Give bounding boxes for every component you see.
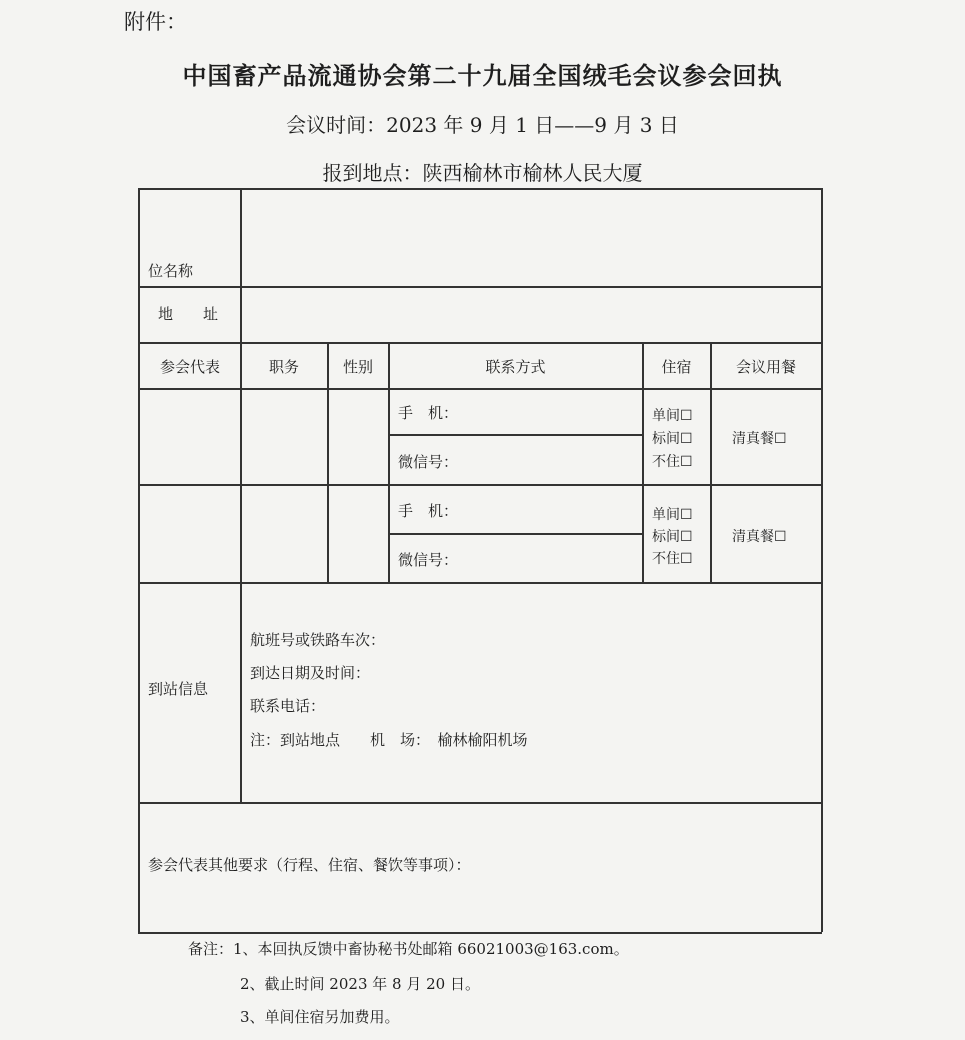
header-representative: 参会代表 <box>159 358 220 376</box>
mobile-label: 手 机： <box>398 502 459 520</box>
meeting-time: 会议时间：2023 年 9 月 1 日——9 月 3 日 <box>286 113 679 137</box>
flight-train-label: 航班号或铁路车次： <box>250 631 386 649</box>
lodging-single-checkbox[interactable]: 单间☐ <box>652 408 693 424</box>
form-title: 中国畜产品流通协会第二十九届全国绒毛会议参会回执 <box>182 62 783 90</box>
arrival-datetime-label: 到达日期及时间： <box>250 664 371 682</box>
note-3: 3、单间住宿另加费用。 <box>240 1008 400 1026</box>
other-requirements-label: 参会代表其他要求（行程、住宿、餐饮等事项）： <box>148 856 471 874</box>
arrival-info-label: 到站信息 <box>148 680 209 698</box>
header-position: 职务 <box>268 358 299 376</box>
lodging-single-checkbox[interactable]: 单间☐ <box>652 507 693 523</box>
lodging-none-checkbox[interactable]: 不住☐ <box>652 551 693 567</box>
halal-meal-checkbox[interactable]: 清真餐☐ <box>732 431 787 447</box>
wechat-label: 微信号： <box>398 551 459 569</box>
note-2: 2、截止时间 2023 年 8 月 20 日。 <box>240 975 480 993</box>
unit-name-label: 位名称 <box>148 262 194 280</box>
header-lodging: 住宿 <box>661 358 692 376</box>
arrival-note: 注：到站地点 机 场： 榆林榆阳机场 <box>250 731 528 749</box>
attachment-label: 附件： <box>124 10 187 34</box>
lodging-none-checkbox[interactable]: 不住☐ <box>652 454 693 470</box>
lodging-standard-checkbox[interactable]: 标间☐ <box>652 529 693 545</box>
lodging-standard-checkbox[interactable]: 标间☐ <box>652 431 693 447</box>
address-label: 地 址 <box>158 305 219 323</box>
wechat-label: 微信号： <box>398 453 459 471</box>
header-gender: 性别 <box>342 358 373 376</box>
note-1: 备注：1、本回执反馈中畜协秘书处邮箱 66021003@163.com。 <box>188 940 629 958</box>
header-contact: 联系方式 <box>485 358 546 376</box>
header-meal: 会议用餐 <box>735 358 796 376</box>
halal-meal-checkbox[interactable]: 清真餐☐ <box>732 529 787 545</box>
mobile-label: 手 机： <box>398 404 459 422</box>
meeting-place: 报到地点：陕西榆林市榆林人民大厦 <box>322 161 643 185</box>
arrival-phone-label: 联系电话： <box>250 697 326 715</box>
